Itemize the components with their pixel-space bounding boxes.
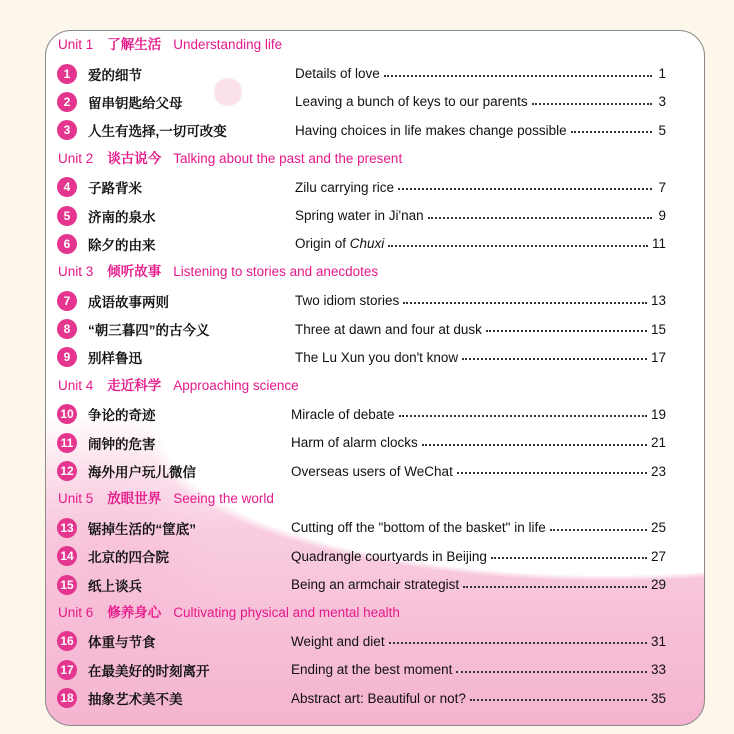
unit-header[interactable] (46, 145, 704, 173)
lesson-number-badge: 18 (57, 688, 77, 708)
lesson-title-zh: 抽象艺术美不美 (88, 692, 183, 708)
toc-entry[interactable] (46, 287, 704, 315)
lesson-number-badge: 10 (57, 404, 77, 424)
toc-entry[interactable] (46, 400, 704, 428)
lesson-title-zh: 北京的四合院 (88, 550, 169, 566)
page-number: 25 (650, 520, 666, 536)
lesson-title-zh: 海外用户玩儿微信 (88, 465, 196, 481)
dot-leader (457, 472, 647, 474)
lesson-title-en: Miracle of debate (291, 406, 395, 422)
table-of-contents-card (45, 30, 705, 726)
lesson-title-zh: 纸上谈兵 (88, 578, 142, 594)
unit-label: Unit 6 (58, 604, 94, 620)
lesson-number-badge: 1 (57, 64, 77, 84)
page-number: 15 (650, 321, 666, 337)
lesson-title-zh: 济南的泉水 (88, 209, 156, 225)
unit-title-en: Cultivating physical and mental health (173, 604, 400, 620)
toc-entry[interactable] (46, 457, 704, 485)
toc-entry[interactable] (46, 201, 704, 229)
unit-label: Unit 4 (58, 377, 94, 393)
lesson-title-en: Having choices in life makes change possible (295, 122, 567, 138)
page-number: 9 (658, 208, 666, 224)
lesson-title-zh: 人生有选择,一切可改变 (88, 124, 227, 140)
page-number: 31 (650, 633, 666, 649)
unit-label: Unit 1 (58, 37, 94, 52)
page-number: 1 (658, 66, 666, 82)
page-number: 23 (650, 463, 666, 479)
lesson-number-badge: 7 (57, 291, 77, 311)
lesson-title-zh: 除夕的由来 (88, 237, 156, 253)
unit-label: Unit 5 (58, 491, 94, 507)
unit-title-zh: 了解生活 (107, 37, 162, 52)
dot-leader (470, 699, 647, 701)
unit-title-zh: 修养身心 (107, 604, 162, 620)
dot-leader (403, 302, 647, 304)
lesson-number-badge: 9 (57, 347, 77, 367)
unit-title-en: Talking about the past and the present (173, 150, 403, 166)
page-number: 35 (650, 690, 666, 706)
lesson-title-zh: “朝三暮四”的古今义 (88, 323, 210, 339)
lesson-title-zh: 锯掉生活的“筐底” (88, 521, 196, 537)
unit-title-en: Listening to stories and anecdotes (173, 264, 379, 280)
toc-entry[interactable] (46, 343, 704, 371)
lesson-number-badge: 13 (57, 518, 77, 538)
dot-leader (388, 245, 648, 247)
lesson-title-zh: 爱的细节 (88, 67, 142, 83)
lesson-number-badge: 8 (57, 319, 77, 339)
dot-leader (550, 529, 647, 531)
page-number: 11 (651, 236, 666, 252)
toc-entry[interactable] (46, 116, 704, 144)
toc-entry[interactable] (46, 514, 704, 542)
lesson-title-en: Zilu carrying rice (295, 179, 395, 195)
toc-entry[interactable] (46, 627, 704, 655)
lesson-title-zh: 子路背米 (88, 181, 142, 197)
dot-leader (532, 103, 652, 105)
lesson-title-en: Three at dawn and four at dusk (295, 321, 482, 337)
lesson-number-badge: 12 (57, 461, 77, 481)
lesson-number-badge: 4 (57, 177, 77, 197)
page-number: 33 (650, 662, 666, 678)
page-number: 17 (650, 349, 666, 365)
unit-title-en: Approaching science (173, 377, 299, 393)
dot-leader (486, 330, 647, 332)
lesson-title-en: Being an armchair strategist (291, 577, 460, 593)
unit-title-en: Understanding life (173, 37, 283, 52)
lesson-title-en: Abstract art: Beautiful or not? (291, 690, 466, 706)
lesson-title-en: Cutting off the "bottom of the basket" in life (291, 520, 546, 536)
toc-entry[interactable] (46, 173, 704, 201)
unit-label: Unit 3 (58, 264, 94, 280)
lesson-title-en: Harm of alarm clocks (291, 435, 418, 451)
unit-title-zh: 放眼世界 (107, 491, 162, 507)
toc-entry[interactable] (46, 59, 704, 87)
unit-label: Unit 2 (58, 150, 94, 166)
unit-header[interactable] (46, 31, 704, 59)
toc-entry[interactable] (46, 656, 704, 684)
unit-header[interactable] (46, 372, 704, 400)
dot-leader (463, 586, 647, 588)
toc-entry[interactable] (46, 230, 704, 258)
lesson-title-en: Ending at the best moment (291, 662, 453, 678)
lesson-title-en: Overseas users of WeChat (291, 463, 453, 479)
dot-leader (422, 444, 647, 446)
unit-header[interactable] (46, 599, 704, 627)
unit-header[interactable] (46, 258, 704, 286)
lesson-title-zh: 体重与节食 (88, 635, 156, 651)
lesson-number-badge: 16 (57, 631, 77, 651)
lesson-number-badge: 17 (57, 660, 77, 680)
lesson-title-en: Origin of Chuxi (295, 236, 385, 252)
dot-leader (389, 642, 647, 644)
lesson-title-en: Details of love (295, 66, 380, 82)
page-number: 3 (658, 94, 666, 110)
lesson-title-en: Spring water in Ji'nan (295, 208, 424, 224)
dot-leader (384, 75, 652, 77)
lesson-number-badge: 14 (57, 546, 77, 566)
toc-entry[interactable] (46, 684, 704, 712)
lesson-number-badge: 6 (57, 234, 77, 254)
page-number: 5 (658, 122, 666, 138)
page-number: 27 (650, 548, 666, 564)
lesson-number-badge: 3 (57, 120, 77, 140)
lesson-title-en: The Lu Xun you don't know (295, 349, 459, 365)
toc-entry[interactable] (46, 542, 704, 570)
unit-title-zh: 走近科学 (107, 377, 162, 393)
dot-leader (456, 671, 647, 673)
lesson-number-badge: 2 (57, 92, 77, 112)
lesson-title-zh: 争论的奇迹 (88, 408, 156, 424)
lesson-title-zh: 别样鲁迅 (88, 351, 142, 367)
lesson-title-zh: 闹钟的危害 (88, 436, 156, 452)
page-number: 29 (650, 577, 666, 593)
dot-leader (399, 415, 647, 417)
page-number: 13 (650, 293, 666, 309)
dot-leader (398, 188, 652, 190)
unit-title-zh: 谈古说今 (107, 150, 162, 166)
lesson-title-zh: 成语故事两则 (88, 294, 169, 310)
lesson-number-badge: 11 (57, 433, 77, 453)
unit-title-zh: 倾听故事 (107, 264, 162, 280)
dot-leader (428, 217, 652, 219)
toc-entry[interactable] (46, 570, 704, 598)
lesson-title-zh: 留串钥匙给父母 (88, 95, 183, 111)
lesson-title-en: Two idiom stories (295, 293, 400, 309)
unit-title-en: Seeing the world (173, 491, 274, 507)
toc-list (46, 31, 704, 712)
lesson-number-badge: 15 (57, 575, 77, 595)
toc-entry[interactable] (46, 88, 704, 116)
dot-leader (571, 131, 652, 133)
lesson-title-en: Quadrangle courtyards in Beijing (291, 548, 487, 564)
dot-leader (462, 358, 647, 360)
dot-leader (491, 557, 647, 559)
unit-header[interactable] (46, 485, 704, 513)
toc-entry[interactable] (46, 315, 704, 343)
toc-entry[interactable] (46, 428, 704, 456)
page-number: 21 (650, 435, 666, 451)
page-number: 7 (658, 179, 666, 195)
lesson-title-en: Leaving a bunch of keys to our parents (295, 94, 528, 110)
page-number: 19 (650, 406, 666, 422)
lesson-title-en: Weight and diet (291, 633, 385, 649)
lesson-number-badge: 5 (57, 206, 77, 226)
lesson-title-zh: 在最美好的时刻离开 (88, 663, 210, 679)
